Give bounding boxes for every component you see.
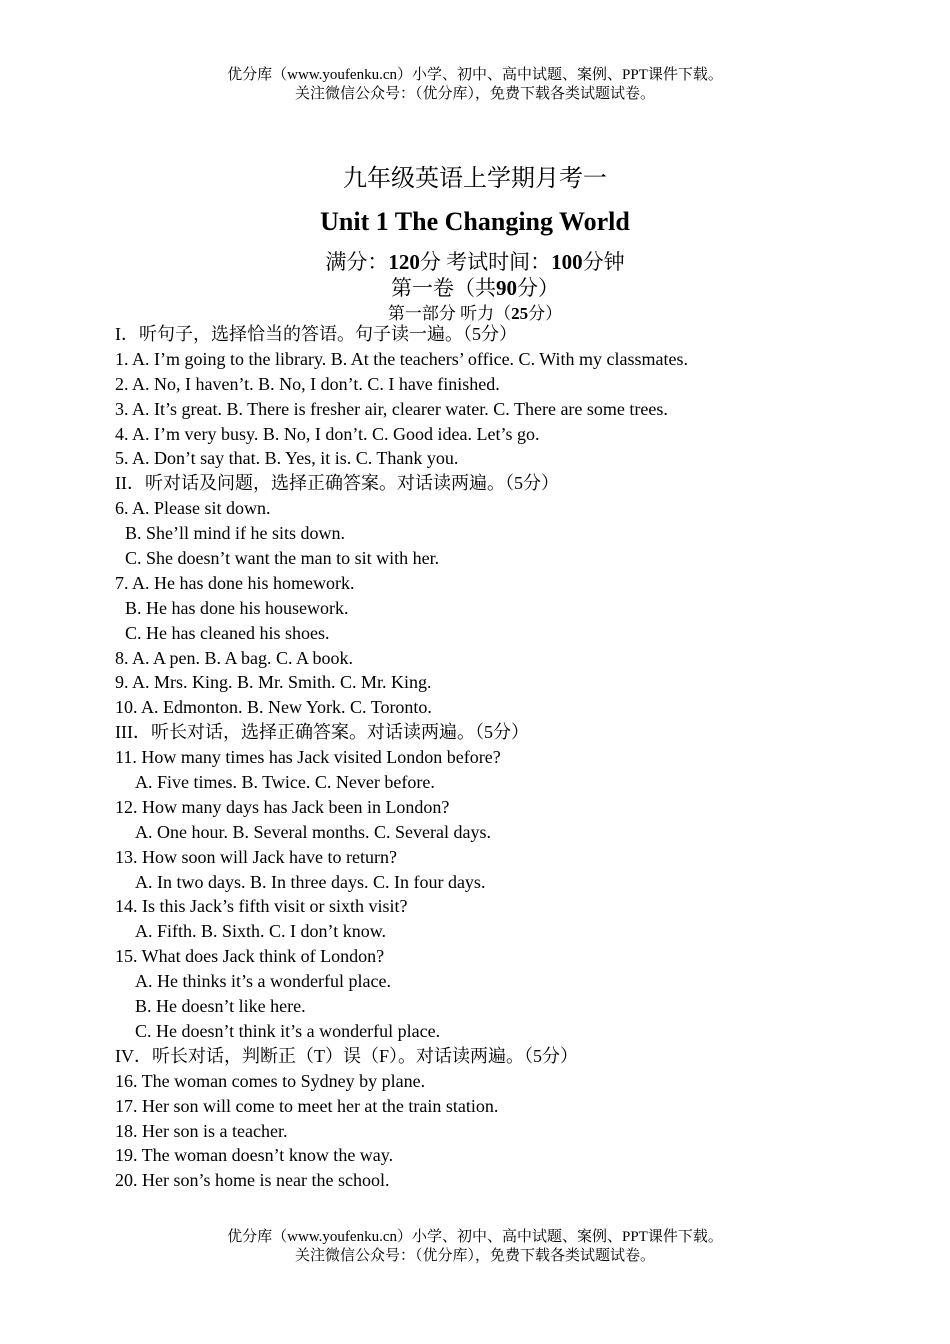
answer-option: B. He doesn’t like here.: [135, 996, 306, 1017]
question-item: 1. A. I’m going to the library. B. At the teachers’ office. C. With my classmates.: [115, 348, 688, 369]
question-item: 2. A. No, I haven’t. B. No, I don’t. C. I have finished.: [115, 373, 500, 394]
question-item: 12. How many days has Jack been in London?: [115, 796, 450, 817]
page-header: [0, 66, 950, 104]
question-item: 14. Is this Jack’s fifth visit or sixth visit?: [115, 896, 408, 917]
minutes-unit: 分钟: [582, 250, 625, 274]
part-unit: 分）: [528, 304, 563, 323]
answer-option: C. She doesn’t want the man to sit with her.: [125, 548, 440, 569]
exam-title-chinese: 九年级英语上学期月考一: [343, 166, 607, 192]
statement-item: 16. The woman comes to Sydney by plane.: [115, 1070, 426, 1091]
exam-minutes: 100: [551, 250, 583, 274]
answer-option: C. He has cleaned his shoes.: [125, 622, 330, 643]
page-footer: [0, 1228, 950, 1266]
question-item: 10. A. Edmonton. B. New York. C. Toronto.: [115, 697, 432, 718]
section-heading: IV．听长对话，判断正（T）误（F）。对话读两遍。（5分）: [115, 1045, 578, 1066]
question-item: 11. How many times has Jack visited London before?: [115, 747, 501, 768]
time-label: 分 考试时间：: [419, 250, 552, 274]
volume-label: 第一卷（共: [391, 276, 496, 300]
section-heading: II．听对话及问题，选择正确答案。对话读两遍。（5分）: [115, 473, 559, 494]
part-label: 第一部分 听力（: [387, 304, 512, 323]
answer-option: A. He thinks it’s a wonderful place.: [135, 971, 391, 992]
answer-options: A. In two days. B. In three days. C. In four days.: [135, 871, 486, 892]
answer-options: A. Fifth. B. Sixth. C. I don’t know.: [135, 921, 387, 942]
question-item: 6. A. Please sit down.: [115, 498, 271, 519]
question-item: 8. A. A pen. B. A bag. C. A book.: [115, 647, 354, 668]
header-line-1: 优分库（www.youfenku.cn）小学、初中、高中试题、案例、PPT课件下载。: [227, 67, 723, 83]
question-item: 5. A. Don’t say that. B. Yes, it is. C. Thank you.: [115, 448, 459, 469]
footer-line-2: 关注微信公众号：（优分库），免费下载各类试题试卷。: [294, 1248, 655, 1264]
header-line-2: 关注微信公众号：（优分库），免费下载各类试题试卷。: [294, 86, 655, 102]
part-score: 25: [511, 304, 529, 323]
answer-option: B. She’ll mind if he sits down.: [125, 523, 345, 544]
volume-unit: 分）: [517, 276, 559, 300]
question-item: 4. A. I’m very busy. B. No, I don’t. C. Good idea. Let’s go.: [115, 423, 540, 444]
question-item: 15. What does Jack think of London?: [115, 946, 385, 967]
section-heading: I．听句子，选择恰当的答语。句子读一遍。（5分）: [115, 324, 517, 344]
answer-options: A. One hour. B. Several months. C. Several days.: [135, 821, 491, 842]
part-heading: [0, 299, 950, 324]
answer-option: B. He has done his housework.: [125, 597, 349, 618]
question-item: 3. A. It’s great. B. There is fresher air, clearer water. C. There are some trees.: [115, 398, 668, 419]
volume-heading: [0, 272, 950, 302]
statement-item: 19. The woman doesn’t know the way.: [115, 1145, 394, 1166]
total-score: 120: [388, 250, 420, 274]
question-item: 9. A. Mrs. King. B. Mr. Smith. C. Mr. King.: [115, 672, 432, 693]
answer-option: C. He doesn’t think it’s a wonderful place.: [135, 1020, 441, 1041]
score-label: 满分：: [325, 250, 389, 274]
footer-line-1: 优分库（www.youfenku.cn）小学、初中、高中试题、案例、PPT课件下载。: [227, 1229, 723, 1245]
exam-title-english: Unit 1 The Changing World: [320, 207, 630, 236]
statement-item: 20. Her son’s home is near the school.: [115, 1170, 390, 1191]
question-item: 7. A. He has done his homework.: [115, 572, 355, 593]
section-heading: III．听长对话，选择正确答案。对话读两遍。（5分）: [115, 722, 529, 743]
volume-score: 90: [496, 276, 517, 300]
statement-item: 18. Her son is a teacher.: [115, 1120, 288, 1141]
question-body: [115, 322, 915, 1193]
answer-options: A. Five times. B. Twice. C. Never before.: [135, 772, 435, 793]
question-item: 13. How soon will Jack have to return?: [115, 846, 397, 867]
statement-item: 17. Her son will come to meet her at the train station.: [115, 1095, 499, 1116]
